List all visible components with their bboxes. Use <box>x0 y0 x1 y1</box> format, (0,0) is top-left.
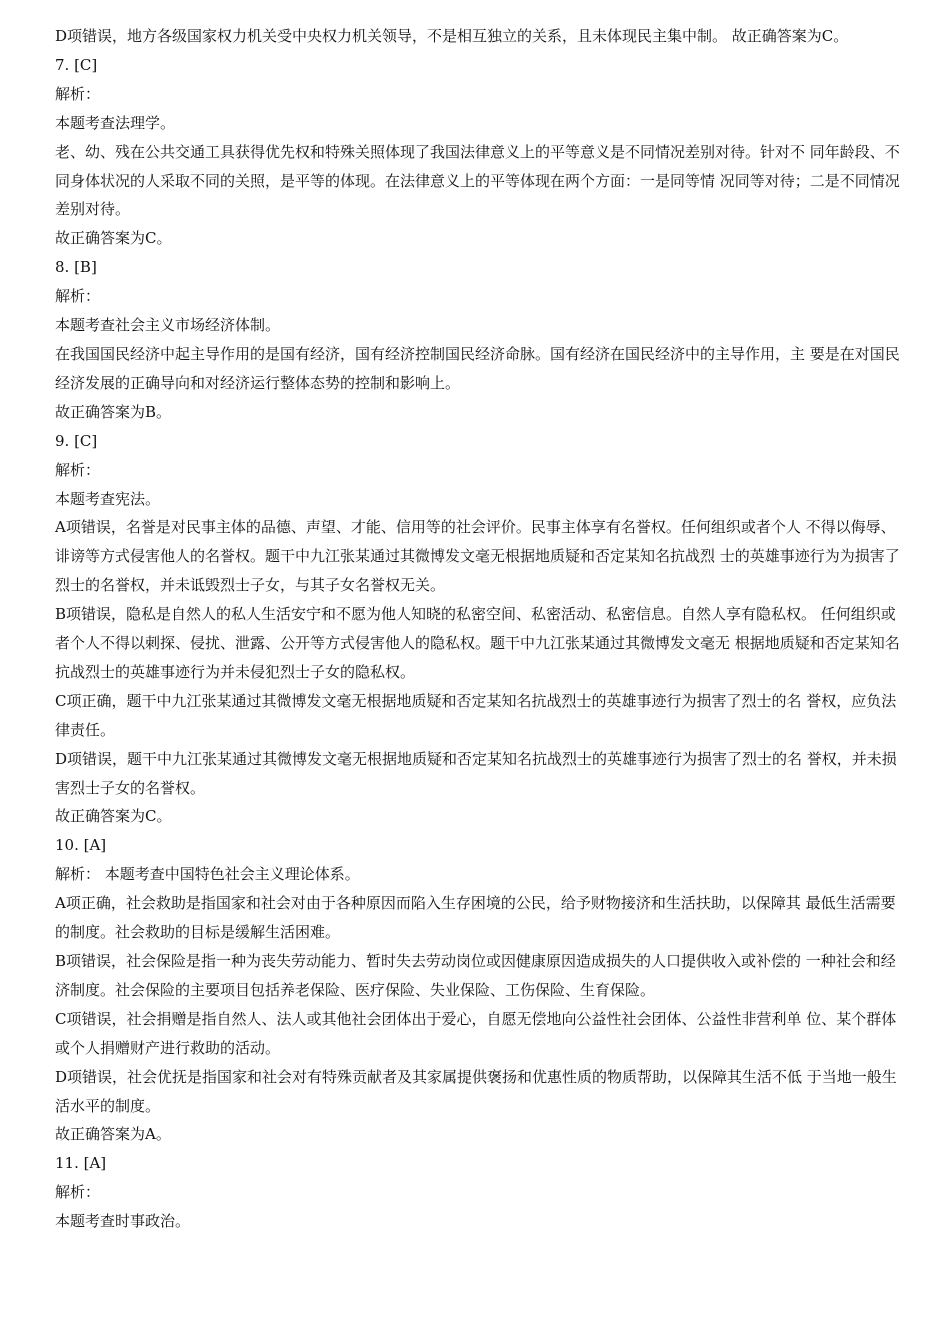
analysis-label: 解析： <box>55 1183 101 1202</box>
paragraph: B项错误，社会保险是指一种为丧失劳动能力、暂时失去劳动岗位或因健康原因造成损失的人口提供收入或补偿的 一种社会和经济制度。社会保险的主要项目包括养老保险、医疗保险、失业保险、工伤保险、生育保险。 <box>55 952 896 999</box>
document-page <box>55 22 905 1236</box>
answer-heading: 9. [C] <box>55 431 98 450</box>
paragraph: 故正确答案为C。 <box>55 807 172 826</box>
paragraph: 故正确答案为C。 <box>55 229 172 248</box>
paragraph: A项错误，名誉是对民事主体的品德、声望、才能、信用等的社会评价。民事主体享有名誉权。任何组织或者个人 不得以侮辱、诽谤等方式侵害他人的名誉权。题干中九江张某通过其微博发文毫无根据地质疑和否定某知名抗战烈 士的英雄事迹行为为损害了烈士的名誉权，并未诋毁烈士子女，与其子女名誉权无关。 <box>55 518 900 595</box>
paragraph: 本题考查社会主义市场经济体制。 <box>55 316 281 335</box>
paragraph: C项错误，社会捐赠是指自然人、法人或其他社会团体出于爱心，自愿无偿地向公益性社会团体、公益性非营利单 位、某个群体或个人捐赠财产进行救助的活动。 <box>55 1009 897 1057</box>
analysis-label: 解析： <box>55 460 101 479</box>
paragraph: D项错误，题干中九江张某通过其微博发文毫无根据地质疑和否定某知名抗战烈士的英雄事迹行为损害了烈士的名 誉权，并未损害烈士子女的名誉权。 <box>55 749 897 797</box>
paragraph: 本题考查时事政治。 <box>55 1212 191 1231</box>
analysis-label: 解析： <box>55 84 101 103</box>
paragraph: D项错误，地方各级国家权力机关受中央权力机关领导，不是相互独立的关系，且未体现民主集中制。 故正确答案为C。 <box>55 27 849 45</box>
answer-heading: 7. [C] <box>55 55 98 74</box>
answer-heading: 8. [B] <box>55 258 97 277</box>
paragraph: D项错误，社会优抚是指国家和社会对有特殊贡献者及其家属提供褒扬和优惠性质的物质帮助，以保障其生活不低 于当地一般生活水平的制度。 <box>55 1067 897 1115</box>
analysis-label: 解析： 本题考查中国特色社会主义理论体系。 <box>55 865 360 884</box>
paragraph: C项正确，题干中九江张某通过其微博发文毫无根据地质疑和否定某知名抗战烈士的英雄事迹行为损害了烈士的名 誉权，应负法律责任。 <box>55 691 897 739</box>
paragraph: 故正确答案为A。 <box>55 1125 171 1144</box>
paragraph: 故正确答案为B。 <box>55 402 172 421</box>
answer-heading: 10. [A] <box>55 836 107 855</box>
paragraph: B项错误，隐私是自然人的私人生活安宁和不愿为他人知晓的私密空间、私密活动、私密信息。自然人享有隐私权。 任何组织或者个人不得以刺探、侵扰、泄露、公开等方式侵害他人的隐私权。题干中九江张某通过其微博发文毫无 根据地质疑和否定某知名抗战烈士的英雄事迹行为并未侵犯烈士子女的隐私权。 <box>55 605 900 681</box>
paragraph: 本题考查宪法。 <box>55 489 161 508</box>
paragraph: 在我国国民经济中起主导作用的是国有经济，国有经济控制国民经济命脉。国有经济在国民经济中的主导作用，主 要是在对国民经济发展的正确导向和对经济运行整体态势的控制和影响上。 <box>55 344 900 392</box>
analysis-label: 解析： <box>55 287 101 306</box>
answer-heading: 11. [A] <box>55 1154 107 1173</box>
paragraph: 老、幼、残在公共交通工具获得优先权和特殊关照体现了我国法律意义上的平等意义是不同情况差别对待。针对不 同年龄段、不同身体状况的人采取不同的关照，是平等的体现。在法律意义上的平等体现在两个方面：一是同等情 况同等对待；二是不同情况差别对待。 <box>55 142 900 219</box>
paragraph: 本题考查法理学。 <box>55 113 176 132</box>
paragraph: A项正确，社会救助是指国家和社会对由于各种原因而陷入生存困境的公民，给予财物接济和生活扶助，以保障其 最低生活需要的制度。社会救助的目标是缓解生活困难。 <box>55 894 896 942</box>
